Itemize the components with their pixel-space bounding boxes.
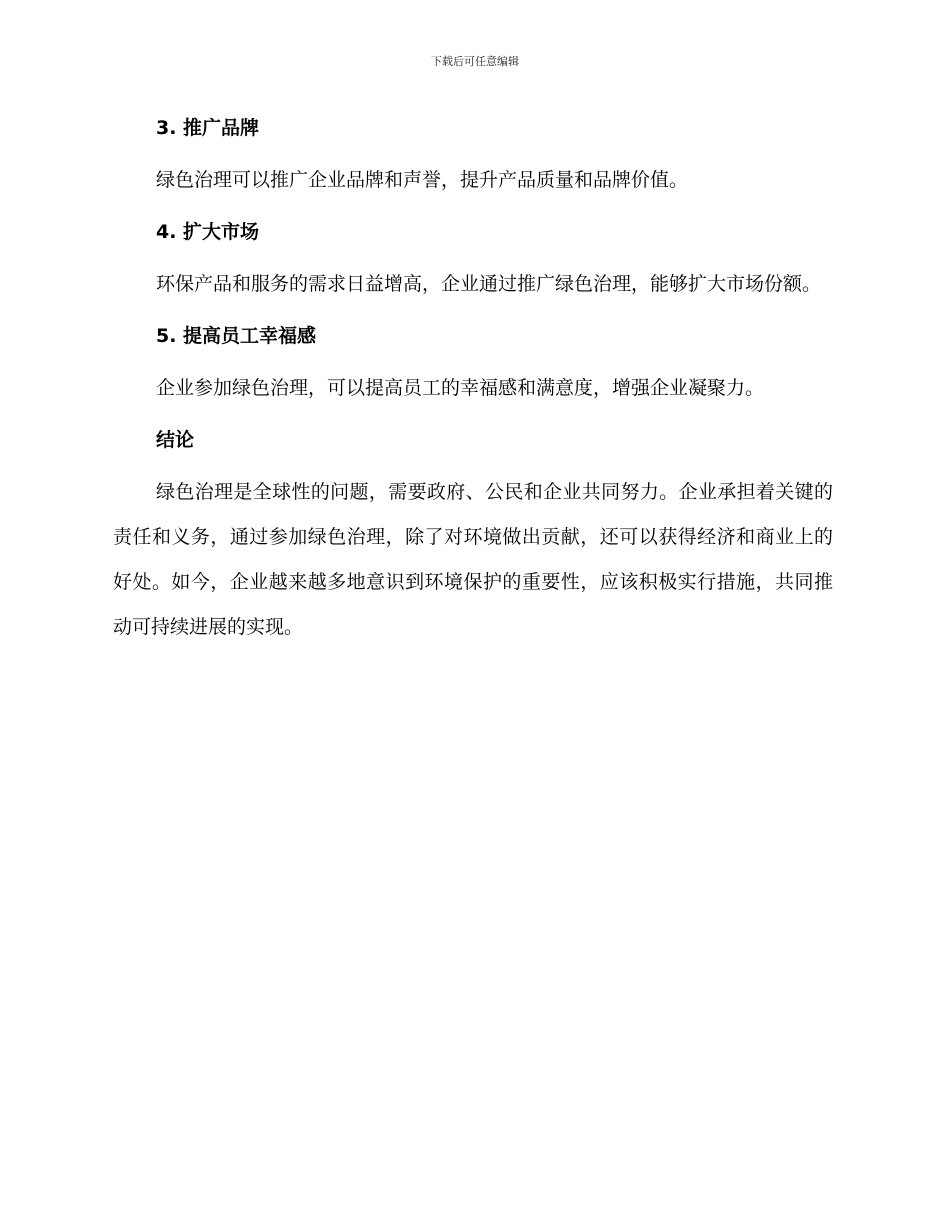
document-body bbox=[113, 111, 833, 650]
section-paragraph-promote-brand: 绿色治理可以推广企业品牌和声誉，提升产品质量和品牌价值。 bbox=[156, 169, 689, 191]
section-heading-employee-happiness: 5. 提高员工幸福感 bbox=[156, 325, 317, 347]
section-heading-promote-brand: 3. 推广品牌 bbox=[156, 117, 260, 139]
section-heading-expand-market: 4. 扩大市场 bbox=[156, 221, 260, 243]
section-paragraph-conclusion: 绿色治理是全球性的问题，需要政府、公民和企业共同努力。企业承担着关键的责任和义务，通过参加绿色治理，除了对环境做出贡献，还可以获得经济和商业上的好处。如今，企业越来越多地意识到环境保护的重要性，应该积极实行措施，共同推动可持续进展的实现。 bbox=[113, 481, 833, 638]
section-heading-conclusion: 结论 bbox=[156, 429, 195, 451]
page-header: 下载后可任意编辑 bbox=[431, 55, 519, 68]
section-paragraph-employee-happiness: 企业参加绿色治理，可以提高员工的幸福感和满意度，增强企业凝聚力。 bbox=[156, 377, 765, 399]
section-paragraph-expand-market: 环保产品和服务的需求日益增高，企业通过推广绿色治理，能够扩大市场份额。 bbox=[156, 273, 822, 295]
